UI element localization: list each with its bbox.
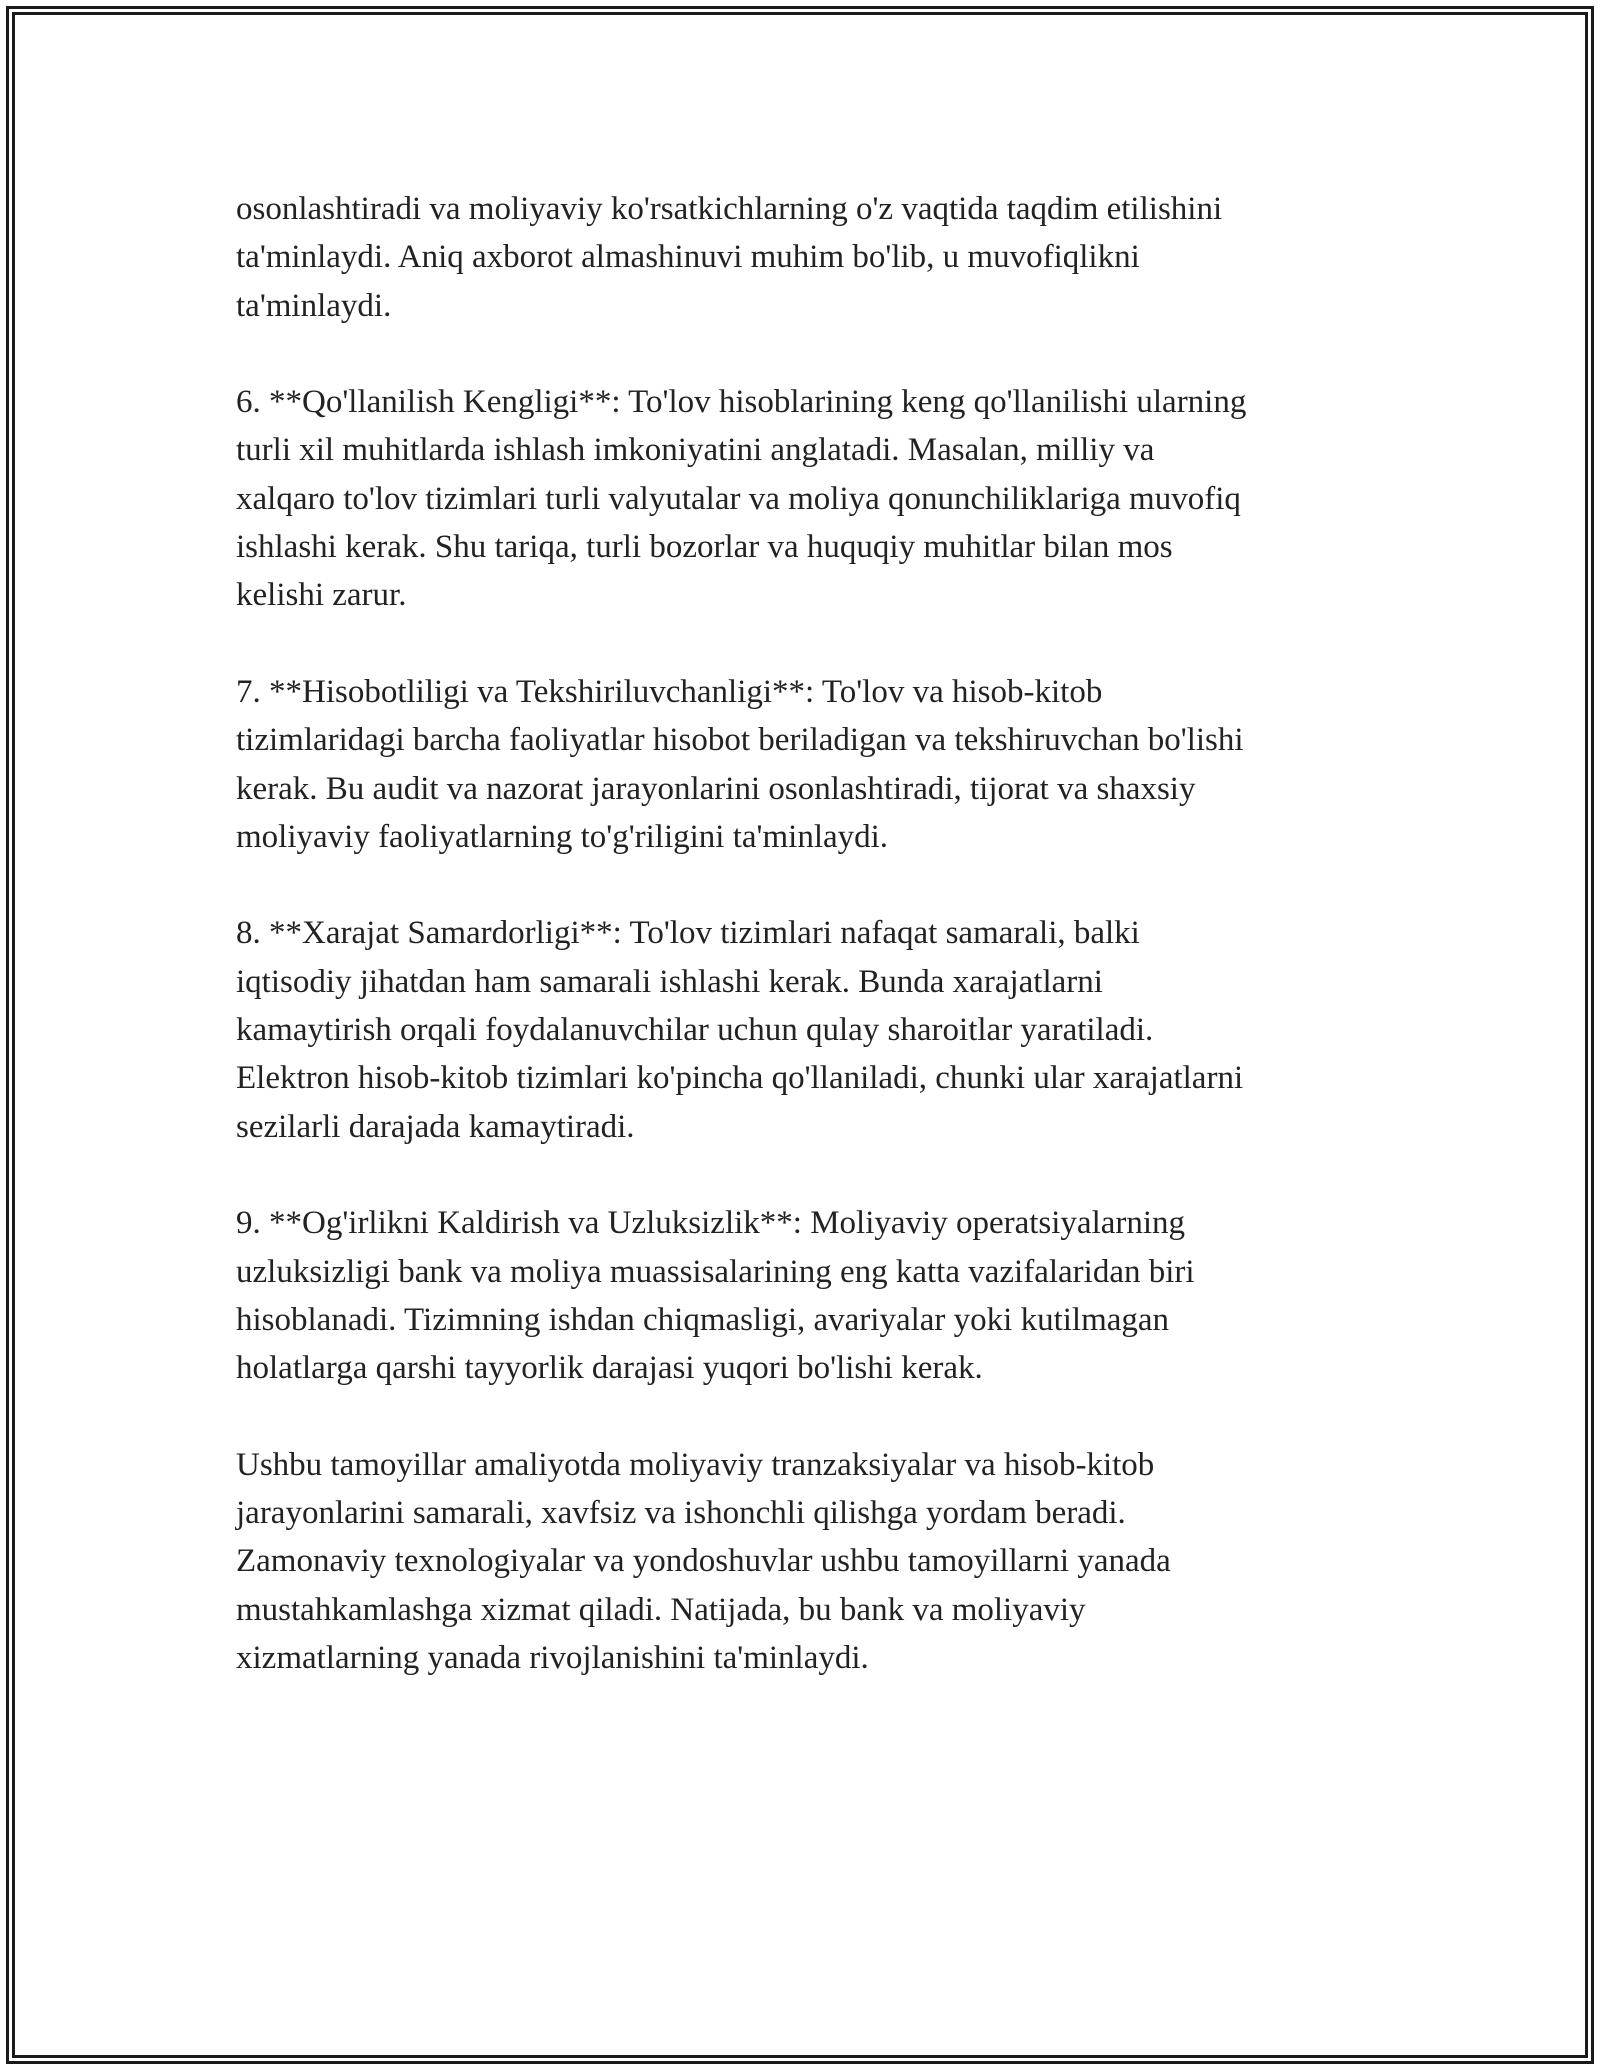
paragraph-conclusion: Ushbu tamoyillar amaliyotda moliyaviy tranzaksiyalar va hisob-kitob jarayonlarini samarali, xavfsiz va ishonchli qilishga yordam beradi. Zamonaviy texnologiyalar va yondoshuvlar ushbu tamoyillarni yanada mustahkamlashga xizmat qiladi. Natijada, bu bank va moliyaviy xizmatlarning yanada rivojlanishini ta'minlaydi.	[236, 1446, 1171, 1676]
paragraph-continuation: osonlashtiradi va moliyaviy ko'rsatkichlarning o'z vaqtida taqdim etilishini ta'minlaydi. Aniq axborot almashinuvi muhim bo'lib, u muvofiqlikni ta'minlaydi.	[236, 191, 1223, 324]
paragraph-item-7: 7. **Hisobotliligi va Tekshiriluvchanligi**: To'lov va hisob-kitob tizimlaridagi barcha faoliyatlar hisobot beriladigan va tekshiruvchan bo'lishi kerak. Bu audit va nazorat jarayonlarini osonlashtiradi, tijorat va shaxsiy moliyaviy faoliyatlarning to'g'riligini ta'minlaydi.	[236, 673, 1244, 855]
paragraph-item-8: 8. **Xarajat Samardorligi**: To'lov tizimlari nafaqat samarali, balki iqtisodiy jihatdan ham samarali ishlashi kerak. Bunda xarajatlarni kamaytirish orqali foydalanuvchilar uchun qulay sharoitlar yaratiladi. Elektron hisob-kitob tizimlari ko'pincha qo'llaniladi, chunki ular xarajatlarni sezilarli darajada kamaytiradi.	[236, 915, 1244, 1145]
paragraph-item-6: 6. **Qo'llanilish Kengligi**: To'lov hisoblarining keng qo'llanilishi ularning turli xil muhitlarda ishlash imkoniyatini anglatadi. Masalan, milliy va xalqaro to'lov tizimlari turli valyutalar va moliya qonunchiliklariga muvofiq ishlashi kerak. Shu tariqa, turli bozorlar va huquqiy muhitlar bilan mos kelishi zarur.	[236, 384, 1247, 614]
document-body	[236, 185, 1376, 1731]
paragraph-item-9: 9. **Og'irlikni Kaldirish va Uzluksizlik**: Moliyaviy operatsiyalarning uzluksizligi bank va moliya muassisalarining eng katta vazifalaridan biri hisoblanadi. Tizimning ishdan chiqmasligi, avariyalar yoki kutilmagan holatlarga qarshi tayyorlik darajasi yuqori bo'lishi kerak.	[236, 1205, 1195, 1387]
